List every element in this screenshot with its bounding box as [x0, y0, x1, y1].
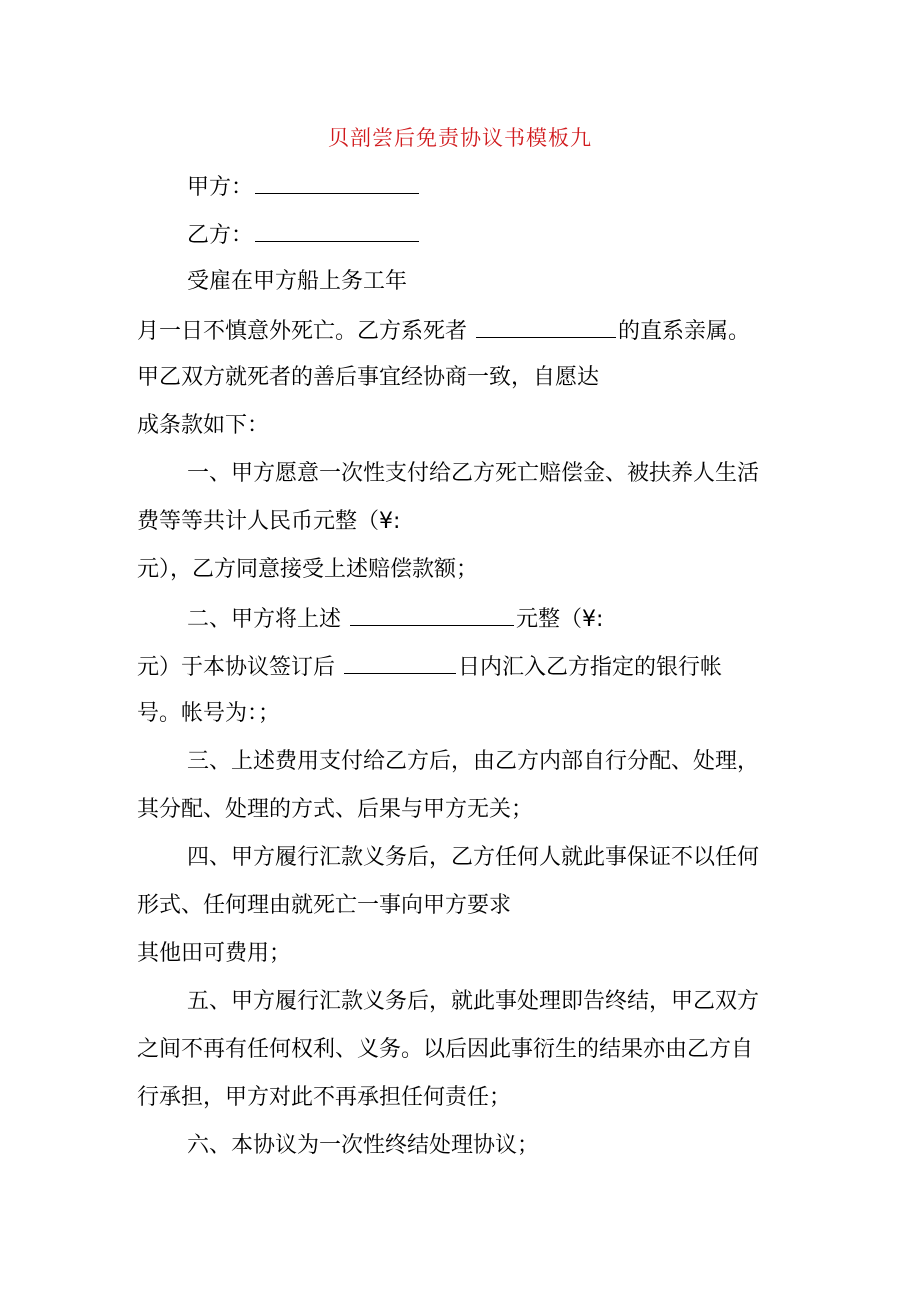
clause-4-line: 四、甲方履行汇款义务后，乙方任何人就此事保证不以任何	[187, 845, 760, 870]
clause-1-line: 一、甲方愿意一次性支付给乙方死亡赔偿金、被扶养人生活	[187, 461, 760, 486]
clause-6-line: 六、本协议为一次性终结处理协议；	[187, 1133, 540, 1158]
party-a-blank	[255, 171, 419, 194]
clause-5-line: 五、甲方履行汇款义务后，就此事处理即告终结，甲乙双方	[187, 989, 760, 1014]
paragraph-line: 甲乙双方就死者的善后事宜经协商一致，自愿达	[137, 365, 600, 390]
text-run: 二、甲方将上述	[187, 607, 342, 632]
paragraph-line: 受雇在甲方船上务工年	[187, 269, 408, 294]
party-a-label: 甲方：	[187, 175, 254, 200]
text-run: 月一日不慎意外死亡。乙方系死者	[137, 319, 468, 344]
clause-5-line: 之间不再有任何权利、义务。以后因此事衍生的结果亦由乙方自	[137, 1037, 754, 1062]
clause-1-line: 元），乙方同意接受上述赔偿款额；	[137, 557, 479, 582]
deceased-name-blank	[476, 315, 616, 338]
text-run: 元）于本协议签订后	[137, 655, 336, 680]
clause-5-line: 行承担，甲方对此不再承担任何责任；	[137, 1085, 512, 1110]
clause-4-line: 形式、任何理由就死亡一事向甲方要求	[137, 893, 512, 918]
clause-4-line: 其他田可费用；	[137, 941, 292, 966]
clause-2-line	[187, 603, 847, 635]
clause-1-line: 费等等共计人民币元整（¥:	[137, 509, 401, 534]
text-run: 的直系亲属。	[618, 319, 751, 344]
clause-3-line: 其分配、处理的方式、后果与甲方无关；	[137, 797, 534, 822]
amount-blank	[350, 603, 514, 626]
party-a-line	[187, 171, 847, 203]
text-run: 日内汇入乙方指定的银行帐	[458, 655, 723, 680]
text-run: 元整（¥:	[516, 607, 604, 632]
paragraph-line	[137, 315, 797, 347]
party-b-line	[187, 219, 847, 251]
party-b-blank	[255, 219, 419, 242]
party-b-label: 乙方：	[187, 223, 254, 248]
days-blank	[344, 651, 456, 674]
clause-2-line: 号。帐号为：；	[137, 701, 281, 726]
clause-3-line: 三、上述费用支付给乙方后，由乙方内部自行分配、处理，	[187, 749, 760, 774]
document-title: 贝剖尝后免责协议书模板九	[328, 126, 592, 150]
paragraph-line: 成条款如下：	[137, 413, 270, 438]
clause-2-line	[137, 651, 797, 683]
